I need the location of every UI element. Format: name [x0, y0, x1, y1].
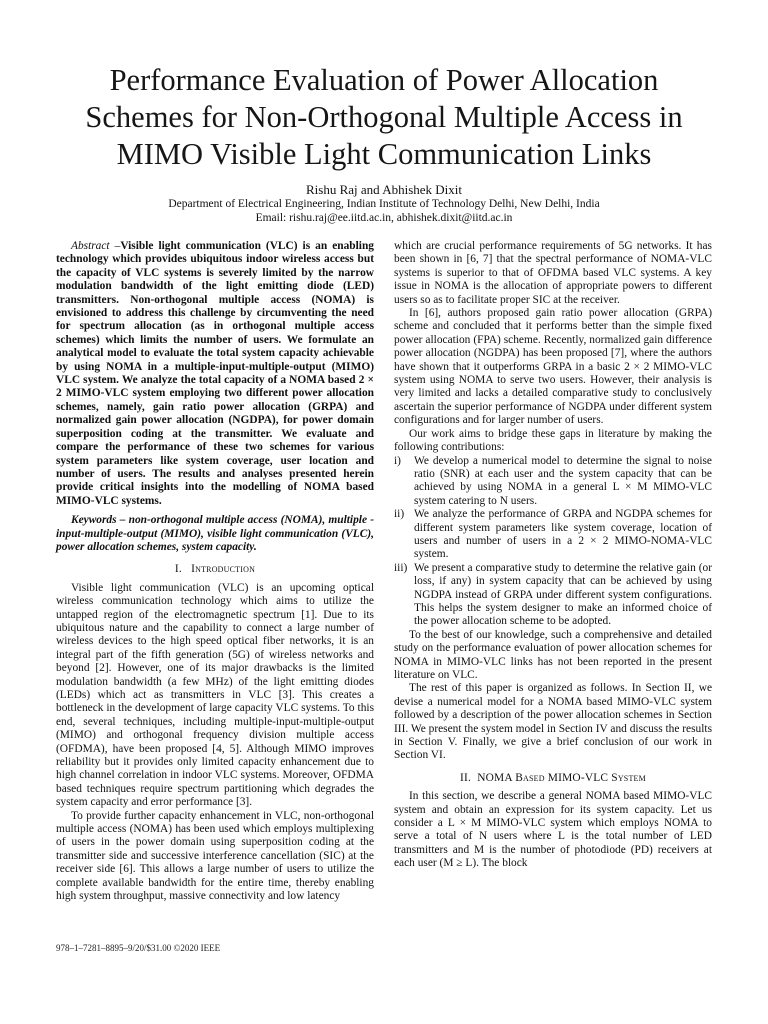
section-title-part: ystem: [617, 771, 646, 784]
abstract: [56, 240, 374, 508]
contribution-item: [394, 562, 712, 629]
section2-paragraph: In this section, we describe a general NOMA based MIMO-VLC system and obtain an expression for its system capacity. Let us consider a L × M MIMO-VLC system which employs NOMA to serve a total of N users where L is the total number of LED transmitters and M is the number of photodiode (PD) receivers at each user (M ≥ L). The block: [394, 790, 712, 870]
right-column: [394, 240, 712, 871]
paper-title: Performance Evaluation of Power Allocation Schemes for Non-Orthogonal Multiple Access in MIMO Visible Light Communication Links: [85, 63, 683, 171]
intro-paragraph-4: Our work aims to bridge these gaps in literature by making the following contributions:: [394, 427, 712, 454]
section-heading-noma: [394, 772, 712, 785]
contribution-number: i): [394, 454, 401, 467]
contribution-text: We present a comparative study to determine the relative gain (or loss, if any) in system capacity that can be achieved by using NGDPA instead of GRPA under different system configurations. This helps the system designer to make an informed choice of the power allocation scheme to be adopted.: [414, 561, 712, 628]
contribution-number: ii): [394, 508, 405, 521]
section-heading-introduction: [56, 563, 374, 576]
abstract-text: Visible light communication (VLC) is an enabling technology which provides ubiquitous indoor wireless access but the capacity of VLC systems is severely limited by the narrow modulation bandwidth of the light emitting diode (LED) transmitters. Non-orthogonal multiple access (NOMA) is envisioned to address this challenge by circumventing the need for spectrum allocation (as in orthogonal multiple access schemes) which limits the number of users. We formulate an analytical model to evaluate the total system capacity achievable by using NOMA in a multiple-input-multiple-output (MIMO) VLC system. We analyze the total capacity of a NOMA based 2 × 2 MIMO-VLC system employing two different power allocation schemes, namely, gain ratio power allocation (GRPA) and normalized gain power allocation (NGDPA), for power domain superposition coding at the transmitter. We evaluate and compare the performance of these two schemes for various system parameters like system coverage, user location and number of users. The results and analyses presented herein provide critical insights into the modelling of NOMA based MIMO-VLC systems.: [56, 240, 374, 507]
intro-paragraph-continued: which are crucial performance requirements of 5G networks. It has been shown in [6, 7] that the spectral performance of NOMA-VLC systems is superior to that of OFDMA based VLC systems. A key issue in NOMA is the allocation of appropriate powers to different users so as to facilitate proper SIC at the receiver.: [394, 240, 712, 306]
section-title-part: NOMA B: [477, 771, 524, 784]
intro-paragraph-2: To provide further capacity enhancement in VLC, non-orthogonal multiple access (NOMA) has been used which employs multiplexing of users in the power domain using superposition coding at the transmitter side and successive interference cancellation (SIC) at the receiver side [6]. This allows a large number of users to utilize the complete available bandwidth for the entire time, thereby enabling high system throughput, massive connectivity and low latency: [56, 809, 374, 903]
contribution-text: We develop a numerical model to determine the signal to noise ratio (SNR) at each user and the system capacity that can be achieved by using NOMA in a general L × M MIMO-VLC system catering to N users.: [414, 454, 712, 507]
section-number: I.: [174, 563, 182, 576]
affiliation: Department of Electrical Engineering, Indian Institute of Technology Delhi, New Delhi, India: [168, 198, 600, 210]
intro-paragraph-3: In [6], authors proposed gain ratio power allocation (GRPA) scheme and concluded that it performs better than the simple fixed power allocation (FPA) scheme. Recently, normalized gain difference power allocation (NGDPA) has been proposed [7], where the authors have shown that it outperforms GRPA in a basic 2 × 2 MIMO-VLC system using NOMA to serve two users. However, their analysis is very limited and lacks a detailed comparative study to conclusively ascertain the superior performance of NGDPA under different system configurations and for larger number of users.: [394, 307, 712, 427]
abstract-label: Abstract –: [71, 240, 121, 252]
contribution-number: iii): [394, 561, 408, 574]
section-title-rest: ntroduction: [195, 563, 256, 576]
contribution-list: [394, 455, 712, 629]
keywords: Keywords – non-orthogonal multiple access (NOMA), multiple -input-multiple-output (MIMO), visible light communication (VLC), power allocation schemes, system capacity.: [56, 514, 374, 553]
section-number: II.: [460, 771, 472, 784]
intro-paragraph-5: To the best of our knowledge, such a comprehensive and detailed study on the performance evaluation of power allocation schemes for NOMA in MIMO-VLC links has not been reported in the present literature on VLC.: [394, 628, 712, 681]
contribution-item: [394, 508, 712, 562]
author-list: Rishu Raj and Abhishek Dixit: [306, 182, 462, 197]
left-column: [56, 240, 374, 904]
author-emails: Email: rishu.raj@ee.iitd.ac.in, abhishek.dixit@iitd.ac.in: [255, 212, 513, 224]
intro-paragraph-6: The rest of this paper is organized as follows. In Section II, we devise a numerical model for a NOMA based MIMO-VLC system followed by a description of the power allocation schemes in Section III. We present the system model in Section IV and discuss the results in Section V. Finally, we give a brief conclusion of our work in Section VI.: [394, 682, 712, 762]
intro-paragraph-1: Visible light communication (VLC) is an upcoming optical wireless communication technology which aims to utilize the untapped region of the electromagnetic spectrum [1]. Due to its ubiquitous nature and the capability to connect a large number of wireless devices to the high speed optical fiber networks, it is an integral part of the fifth generation (5G) of wireless networks and beyond [2]. However, one of its major drawbacks is the limited modulation bandwidth (a few MHz) of the light emitting diodes (LEDs) which act as transmitters in VLC [3]. This creates a bottleneck in the development of large capacity VLC systems. To this end, several techniques, including multiple-input-multiple-output (MIMO) and orthogonal frequency division multiple access (OFDMA), have been proposed [4, 5]. Although MIMO improves reliability but it provides only limited capacity enhancement due to high channel correlation in indoor VLC systems. Moreover, OFDMA based techniques require spectrum partitioning which degrades the system capacity and error performance [3].: [56, 581, 374, 809]
section-title-part: ased: [523, 771, 545, 784]
section-title-part: MIMO-VLC S: [544, 771, 618, 784]
contribution-item: [394, 455, 712, 509]
copyright-footer: 978–1–7281–8895–9/20/$31.00 ©2020 IEEE: [56, 943, 221, 953]
section-title-initial: I: [191, 563, 196, 576]
contribution-text: We analyze the performance of GRPA and NGDPA schemes for different system parameters like system coverage, location of users and number of users in a 2 × 2 MIMO-NOMA-VLC system.: [414, 508, 712, 561]
